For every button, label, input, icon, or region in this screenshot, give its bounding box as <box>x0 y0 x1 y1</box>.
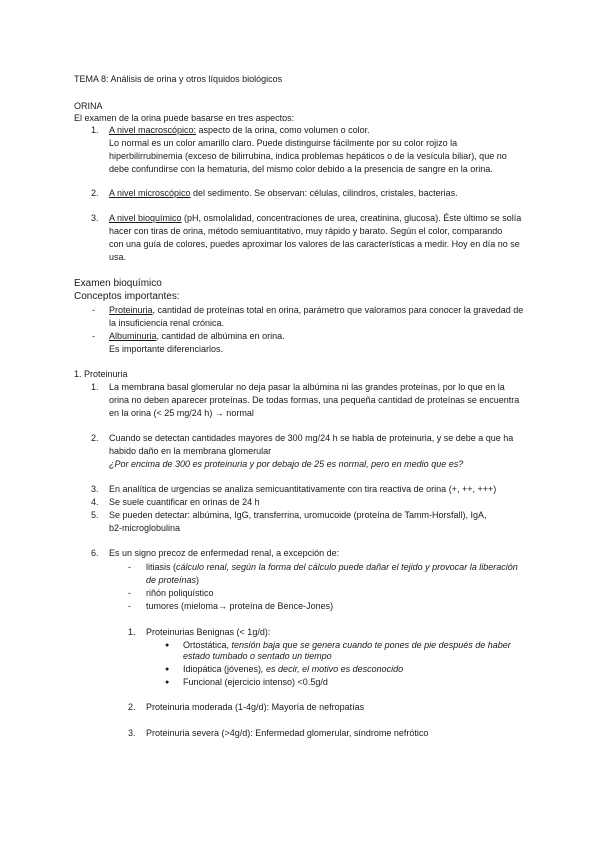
item-number: 6. <box>91 548 99 558</box>
item-line: Se pueden detectar: albúmina, IgG, transferrina, uromucoide (proteína de Tamm-Horsfall), IgA, <box>109 510 487 520</box>
aspect-term: A nivel macroscópico: <box>109 125 197 135</box>
exception-text: litiasis ( <box>146 562 177 572</box>
item-number: 5. <box>91 510 99 520</box>
item-line: orina no deben aparecer proteínas. De todas formas, una pequeña cantidad de proteínas se encuentra <box>109 395 520 405</box>
aspect-detail-line: debe confundirse con la hematuria, del mismo color debido a la presencia de sangre en la orina. <box>109 164 493 174</box>
item-line: en la orina (< 25 mg/24 h) → normal <box>109 408 254 418</box>
item-italic-question: ¿Por encima de 300 es proteinuria y por debajo de 25 es normal, pero en medio que es? <box>109 459 464 469</box>
sub-italic: , es decir, el motivo es desconocido <box>261 664 404 674</box>
bullet-icon: ● <box>165 642 170 649</box>
sub-italic: tensión baja que se genera cuando te pones de pie después de haber <box>231 640 511 650</box>
aspect-detail-line: hiperbilirrubinemia (exceso de bilirrubina, indica problemas hepáticos o de la vesícula biliar), que no <box>109 151 507 161</box>
item-number: 3. <box>91 484 99 494</box>
item-line: En analítica de urgencias se analiza semicuantitativamente con tira reactiva de orina (+, ++, +++) <box>109 484 497 494</box>
type-label: Proteinurias Benignas (< 1g/d): <box>146 627 271 637</box>
sub-text: Idiopática (jóvenes) <box>183 664 262 674</box>
exception-bullet: - <box>128 601 131 611</box>
aspect-line <box>109 213 521 224</box>
aspect-detail-line: Lo normal es un color amarillo claro. Puede distinguirse fácilmente por su color rojizo la <box>109 138 458 148</box>
sub-line-cont: estado tumbado o sentado un tiempo <box>183 651 332 661</box>
sub-line: Funcional (ejercicio intenso) <0.5g/d <box>183 677 328 687</box>
concept-detail-line: Es importante diferenciarlos. <box>109 344 224 354</box>
aspect-line <box>109 125 370 136</box>
orina-intro: El examen de la orina puede basarse en tres aspectos: <box>74 113 295 123</box>
item-line: Se suele cuantificar en orinas de 24 h <box>109 497 260 507</box>
aspect-detail-line: con una guía de colores, puedes aproximar los valores de las características a medir. Hoy en día no se <box>109 239 520 249</box>
aspect-number: 3. <box>91 213 99 223</box>
concept-line <box>109 305 523 316</box>
section-heading-proteinuria: 1. Proteinuria <box>74 369 128 379</box>
item-line: Es un signo precoz de enfermedad renal, a excepción de: <box>109 548 340 558</box>
type-number: 2. <box>128 702 136 712</box>
concept-term: Proteinuria <box>109 305 153 315</box>
section-heading-orina: ORINA <box>74 101 103 111</box>
type-label: Proteinuria severa (>4g/d): Enfermedad glomerular, síndrome nefrótico <box>146 728 429 738</box>
concept-bullet: - <box>92 331 95 341</box>
type-number: 1. <box>128 627 136 637</box>
aspect-number: 2. <box>91 188 99 198</box>
document-title: TEMA 8: Análisis de orina y otros líquidos biológicos <box>74 74 283 84</box>
aspect-number: 1. <box>91 125 99 135</box>
aspect-text: (pH, osmolalidad, concentraciones de urea, creatinina, glucosa). Éste último se solía <box>181 213 522 223</box>
sub-line <box>183 640 511 651</box>
item-number: 1. <box>91 382 99 392</box>
aspect-detail-line: hacer con tiras de orina, método semiuantitativo, muy rápido y barato. Según el color, comparando <box>109 226 503 236</box>
exception-bullet: - <box>128 562 131 572</box>
exception-line-cont <box>146 575 199 586</box>
item-line: b2-microglobulina <box>109 523 181 533</box>
item-line: La membrana basal glomerular no deja pasar la albúmina ni las grandes proteínas, por lo que en la <box>109 382 505 392</box>
exception-line <box>146 562 518 573</box>
concepts-subheading: Conceptos importantes: <box>74 291 180 302</box>
concept-text: , cantidad de albúmina en orina. <box>156 331 285 341</box>
exception-italic: de proteínas <box>146 575 197 585</box>
exception-line: riñón poliquístico <box>146 588 214 598</box>
concept-term: Albuminuria <box>109 331 157 341</box>
bullet-icon: ● <box>165 666 170 673</box>
concept-line <box>109 331 285 342</box>
bullet-icon: ● <box>165 679 170 686</box>
aspect-detail-line: usa. <box>109 252 127 262</box>
aspect-text: del sedimento. Se observan: células, cilindros, cristales, bacterias. <box>190 188 458 198</box>
aspect-term: A nivel bioquímico <box>109 213 182 223</box>
item-line: Cuando se detectan cantidades mayores de 300 mg/24 h se habla de proteinuria, y se debe a que ha <box>109 433 514 443</box>
exception-bullet: - <box>128 588 131 598</box>
aspect-text: aspecto de la orina, como volumen o color. <box>196 125 370 135</box>
exception-text: ) <box>196 575 200 585</box>
aspect-line <box>109 188 458 199</box>
item-number: 4. <box>91 497 99 507</box>
exception-line: tumores (mieloma→ proteína de Bence-Jones) <box>146 601 334 611</box>
item-line: habido daño en la membrana glomerular <box>109 446 272 456</box>
sub-line <box>183 664 403 675</box>
aspect-term: A nivel microscópico <box>109 188 191 198</box>
exception-italic: cálculo renal, según la forma del cálculo puede dañar el tejido y provocar la liberación <box>176 562 518 572</box>
type-number: 3. <box>128 728 136 738</box>
sub-text: Ortostática, <box>183 640 232 650</box>
concept-bullet: - <box>92 305 95 315</box>
concept-detail-line: la insuficiencia renal crónica. <box>109 318 225 328</box>
section-heading-bioquimico: Examen bioquímico <box>74 278 162 289</box>
concept-text: , cantidad de proteínas total en orina, parámetro que valoramos para conocer la gravedad de <box>152 305 524 315</box>
type-label: Proteinuria moderada (1-4g/d): Mayoría de nefropatías <box>146 702 365 712</box>
item-number: 2. <box>91 433 99 443</box>
